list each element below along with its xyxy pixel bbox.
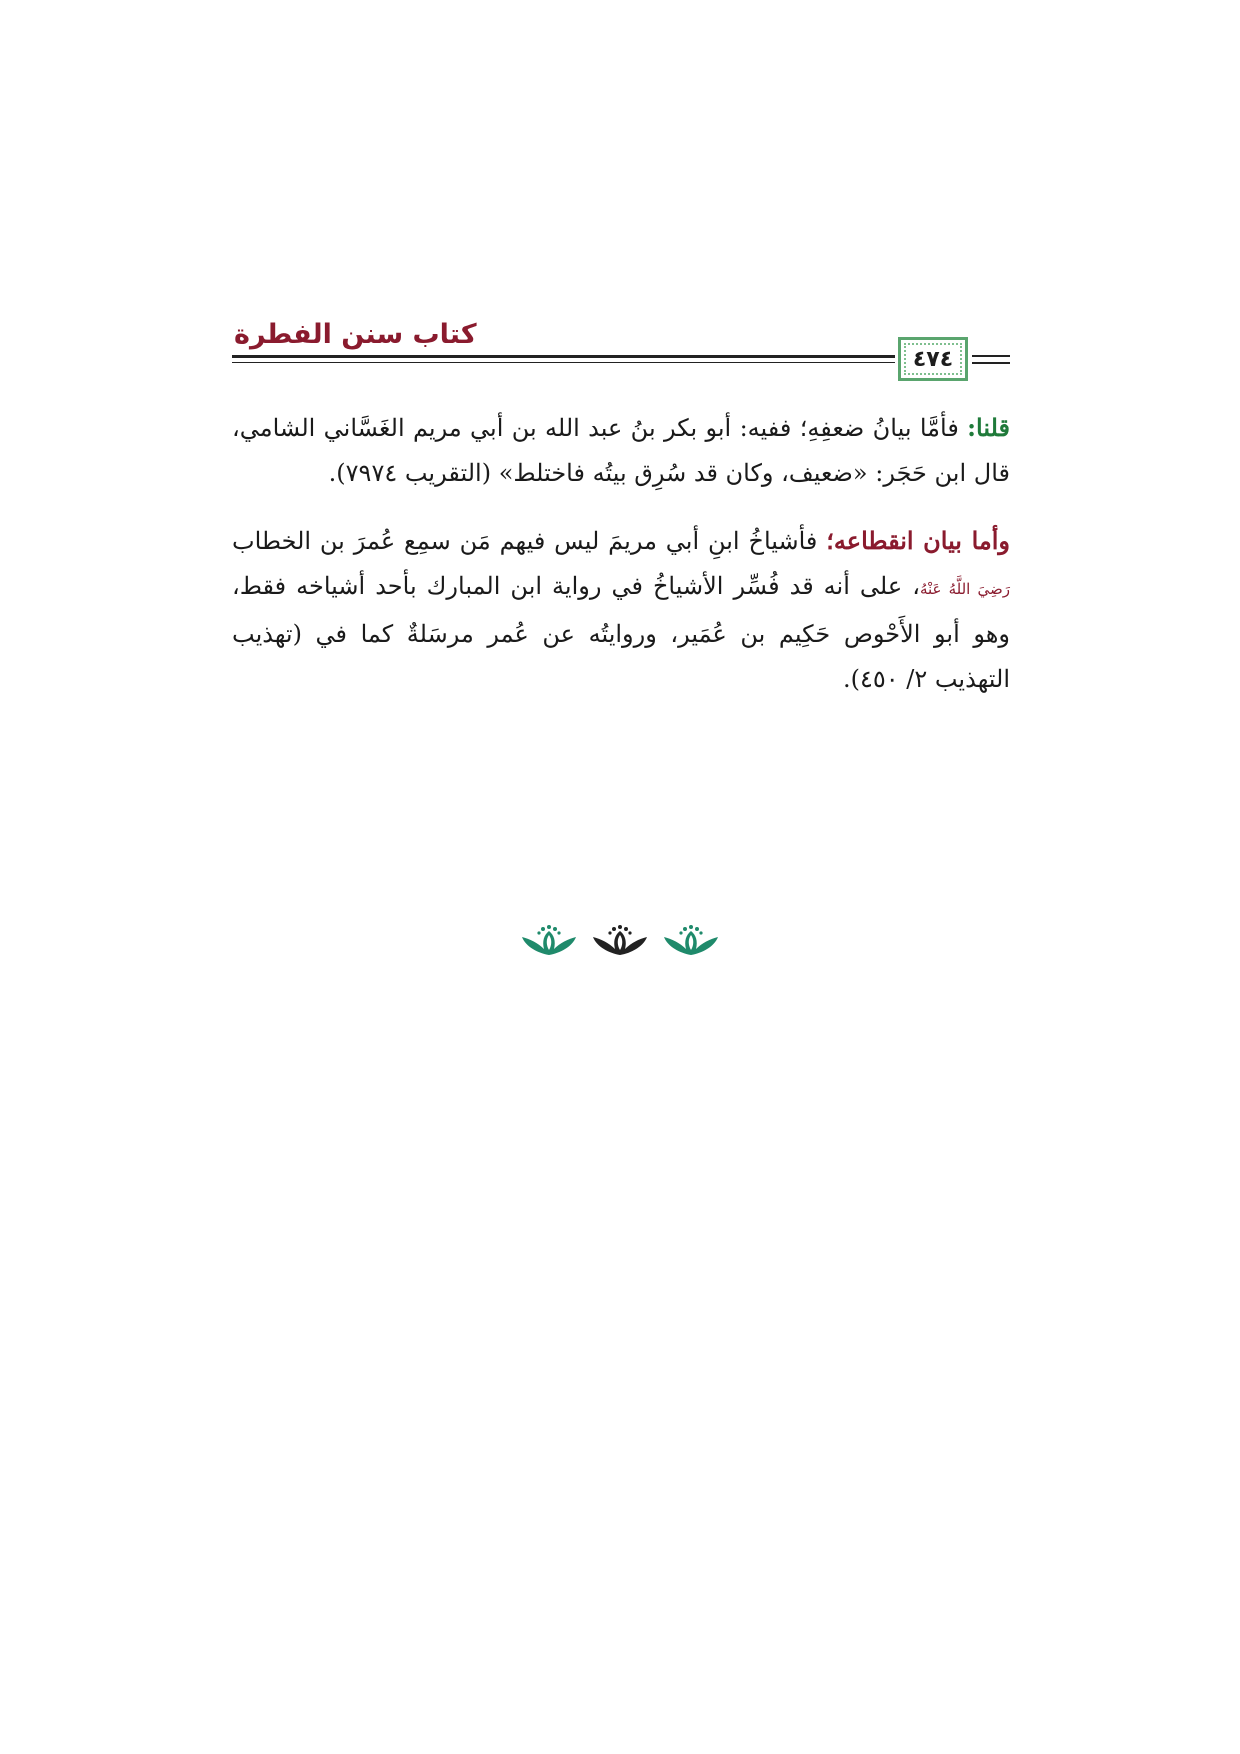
header-rule-right-bottom (972, 362, 1010, 364)
header-rule-thick (232, 355, 895, 358)
book-title: كتاب سنن الفطرة (234, 319, 477, 350)
header-rule-thin (232, 362, 895, 363)
section-end-ornaments (520, 920, 720, 960)
honorific-glyph: رَضِيَ اللَّهُ عَنْهُ (919, 580, 1010, 598)
paragraph-text: فأشياخُ ابنِ أبي مريمَ ليس فيهم مَن سمِع عُمرَ بن الخطاب (232, 527, 827, 555)
paragraph-disconnection (232, 518, 1010, 702)
floral-ornament-icon (662, 923, 720, 957)
page-body (232, 405, 1010, 724)
paragraph-text: فأمَّا بيانُ ضعفِهِ؛ ففيه: أبو بكر بنُ عبد الله بن أبي مريم الغَسَّاني الشامي، قال ابن حَجَر: «ضعيف، وكان قد سُرِق بيتُه فاختلط» (التقريب ٧٩٧٤). (232, 414, 1010, 487)
page-header (232, 315, 1010, 387)
page-number-badge (898, 337, 968, 381)
floral-ornament-icon (520, 923, 578, 957)
floral-ornament-icon (591, 923, 649, 957)
paragraph-weakness (232, 405, 1010, 496)
page-number: ٤٧٤ (912, 346, 954, 372)
paragraph-text-continued: ، على أنه قد فُسِّر الأشياخُ في رواية ابن المبارك بأحد أشياخه فقط، وهو أبو الأَحْوص حَكِيم بن عُمَير، وروايتُه عن عُمر مرسَلةٌ كما في (تهذيب التهذيب ٢/ ٤٥٠). (232, 572, 1010, 693)
paragraph-lead: قلنا: (967, 413, 1010, 442)
paragraph-lead: وأما بيان انقطاعه؛ (826, 526, 1010, 555)
header-rule-right-top (972, 355, 1010, 357)
